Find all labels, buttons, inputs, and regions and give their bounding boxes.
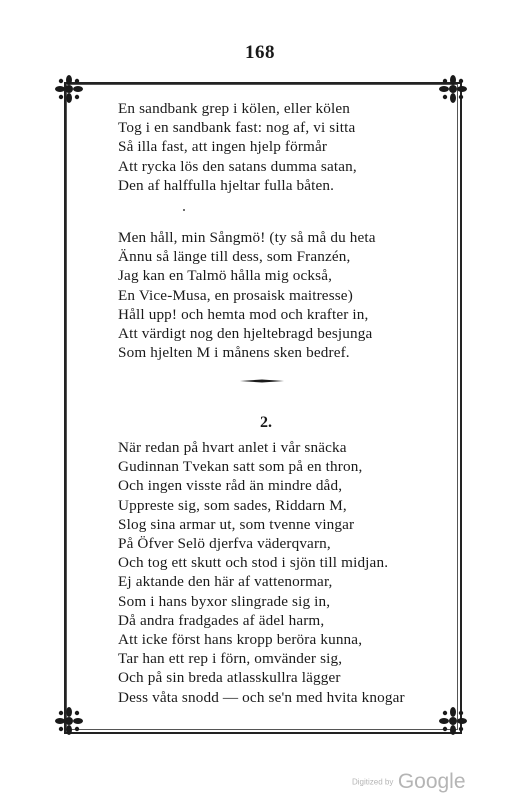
verse-line: Jag kan en Talmö hålla mig också, bbox=[118, 267, 333, 285]
ink-speck bbox=[183, 209, 185, 211]
stanza-1 bbox=[118, 99, 357, 195]
watermark-prefix: Digitized by bbox=[352, 777, 394, 787]
section-number: 2. bbox=[260, 414, 272, 431]
stanza-2 bbox=[118, 228, 376, 362]
verse-line: Och ingen visste råd än mindre dåd, bbox=[118, 477, 343, 495]
corner-ornament-icon bbox=[52, 72, 86, 106]
verse-line: Dess våta snodd — och se'n med hvita knogar bbox=[118, 688, 405, 706]
corner-ornament-icon bbox=[436, 72, 470, 106]
verse-line: Den af halffulla hjeltar fulla båten. bbox=[118, 176, 335, 194]
corner-ornament-icon bbox=[52, 704, 86, 738]
verse-line: Uppreste sig, som sades, Riddarn M, bbox=[118, 496, 347, 514]
verse-line: Och tog ett skutt och stod i sjön till midjan. bbox=[118, 554, 389, 572]
verse-line: Ej aktande den här af vattenormar, bbox=[118, 573, 333, 591]
stanza-3 bbox=[118, 438, 405, 707]
corner-ornament-icon bbox=[436, 704, 470, 738]
verse-line: Gudinnan Tvekan satt som på en thron, bbox=[118, 458, 363, 476]
verse-line: Håll upp! och hemta mod och krafter in, bbox=[118, 305, 369, 323]
section-divider bbox=[240, 379, 284, 383]
watermark-brand: Google bbox=[397, 770, 466, 793]
verse-line: På Öfver Selö djerfva väderqvarn, bbox=[118, 535, 331, 553]
verse-line: Att rycka lös den satans dumma satan, bbox=[118, 157, 357, 175]
verse-line: Som i hans byxor slingrade sig in, bbox=[118, 592, 331, 610]
verse-line: En sandbank grep i kölen, eller kölen bbox=[118, 100, 351, 117]
verse-line: Och på sin breda atlasskullra lägger bbox=[118, 669, 341, 687]
verse-line: En Vice-Musa, en prosaisk maitresse) bbox=[118, 286, 353, 304]
verse-line: Slog sina armar ut, som tvenne vingar bbox=[118, 515, 355, 533]
verse-line: Men håll, min Sångmö! (ty så må du heta bbox=[118, 229, 376, 246]
verse-line: Ännu så länge till dess, som Franzén, bbox=[118, 248, 351, 266]
verse-line: Att icke först hans kropp beröra kunna, bbox=[118, 631, 363, 649]
verse-line: När redan på hvart anlet i vår snäcka bbox=[118, 439, 347, 456]
verse-line: Då andra fradgades af ädel harm, bbox=[118, 611, 325, 629]
verse-line: Som hjelten M i månens sken bedref. bbox=[118, 344, 350, 362]
verse-line: Så illa fast, att ingen hjelp förmår bbox=[118, 138, 328, 156]
digitized-by-watermark bbox=[352, 770, 466, 794]
page-number: 168 bbox=[245, 42, 275, 63]
verse-line: Tar han ett rep i förn, omvänder sig, bbox=[118, 650, 343, 668]
verse-line: Att värdigt nog den hjeltebragd besjunga bbox=[118, 325, 373, 343]
verse-line: Tog i en sandbank fast: nog af, vi sitta bbox=[118, 119, 356, 137]
